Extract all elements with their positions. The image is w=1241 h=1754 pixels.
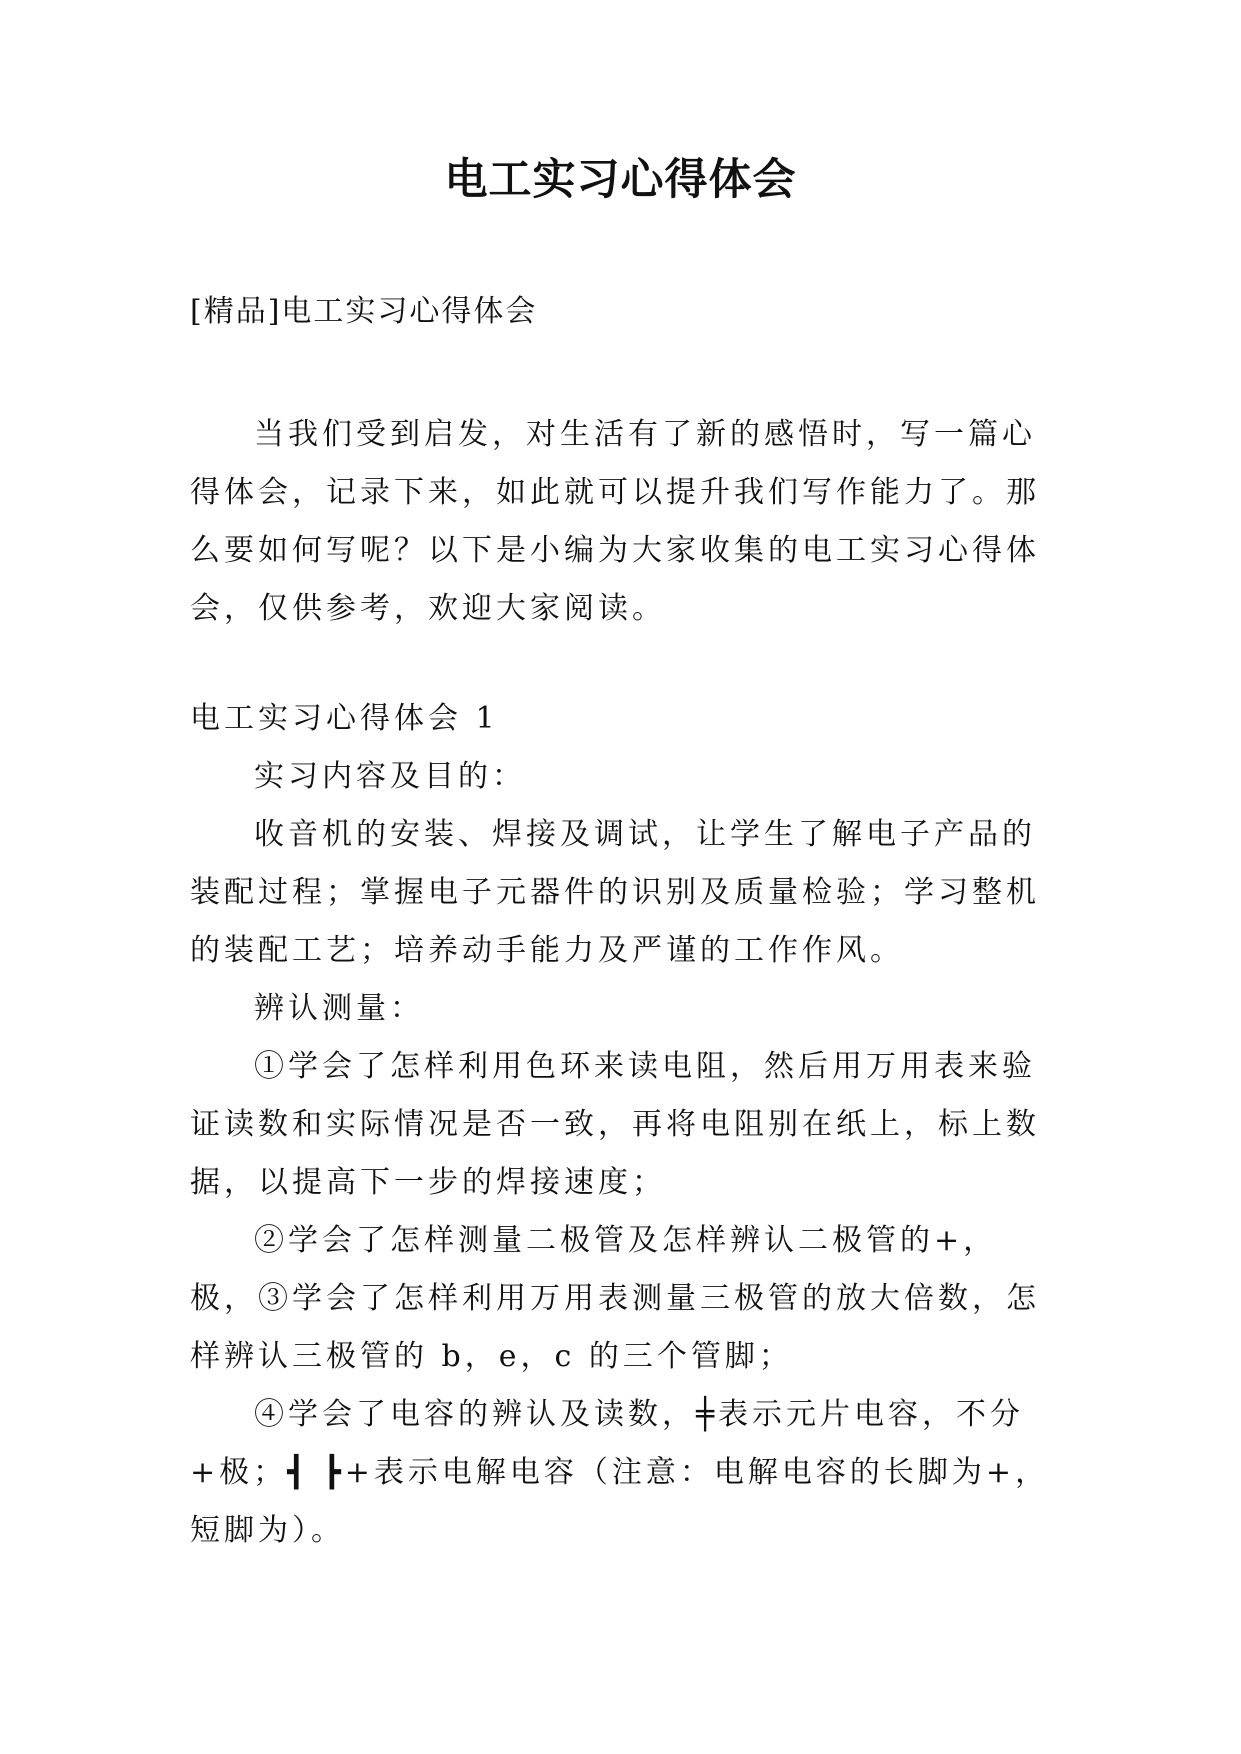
section-paragraph: ①学会了怎样利用色环来读电阻，然后用万用表来验证读数和实际情况是否一致，再将电阻别在纸上，标上数据，以提高下一步的焊接速度； (190, 1049, 1040, 1200)
section-paragraph: 辨认测量： (254, 991, 424, 1026)
document-subtitle: [精品]电工实习心得体会 (190, 294, 538, 329)
intro-paragraph: 当我们受到启发，对生活有了新的感悟时，写一篇心得体会，记录下来，如此就可以提升我们写作能力了。那么要如何写呢？以下是小编为大家收集的电工实习心得体会，仅供参考，欢迎大家阅读。 (190, 417, 1040, 626)
section-paragraph: ④学会了电容的辨认及读数，╪表示元片电容，不分+极；┫ ┣+表示电解电容（注意：电解电容的长脚为+，短脚为）。 (190, 1397, 1050, 1548)
section-paragraph: 收音机的安装、焊接及调试，让学生了解电子产品的装配过程；掌握电子元器件的识别及质量检验；学习整机的装配工艺；培养动手能力及严谨的工作作风。 (190, 817, 1040, 968)
section-paragraph: ②学会了怎样测量二极管及怎样辨认二极管的+，极，③学会了怎样利用万用表测量三极管的放大倍数，怎样辨认三极管的 b，e，c 的三个管脚； (190, 1223, 1040, 1374)
document-title: 电工实习心得体会 (444, 155, 797, 205)
section-paragraph: 实习内容及目的： (254, 759, 526, 794)
section-heading: 电工实习心得体会 1 (190, 701, 499, 736)
